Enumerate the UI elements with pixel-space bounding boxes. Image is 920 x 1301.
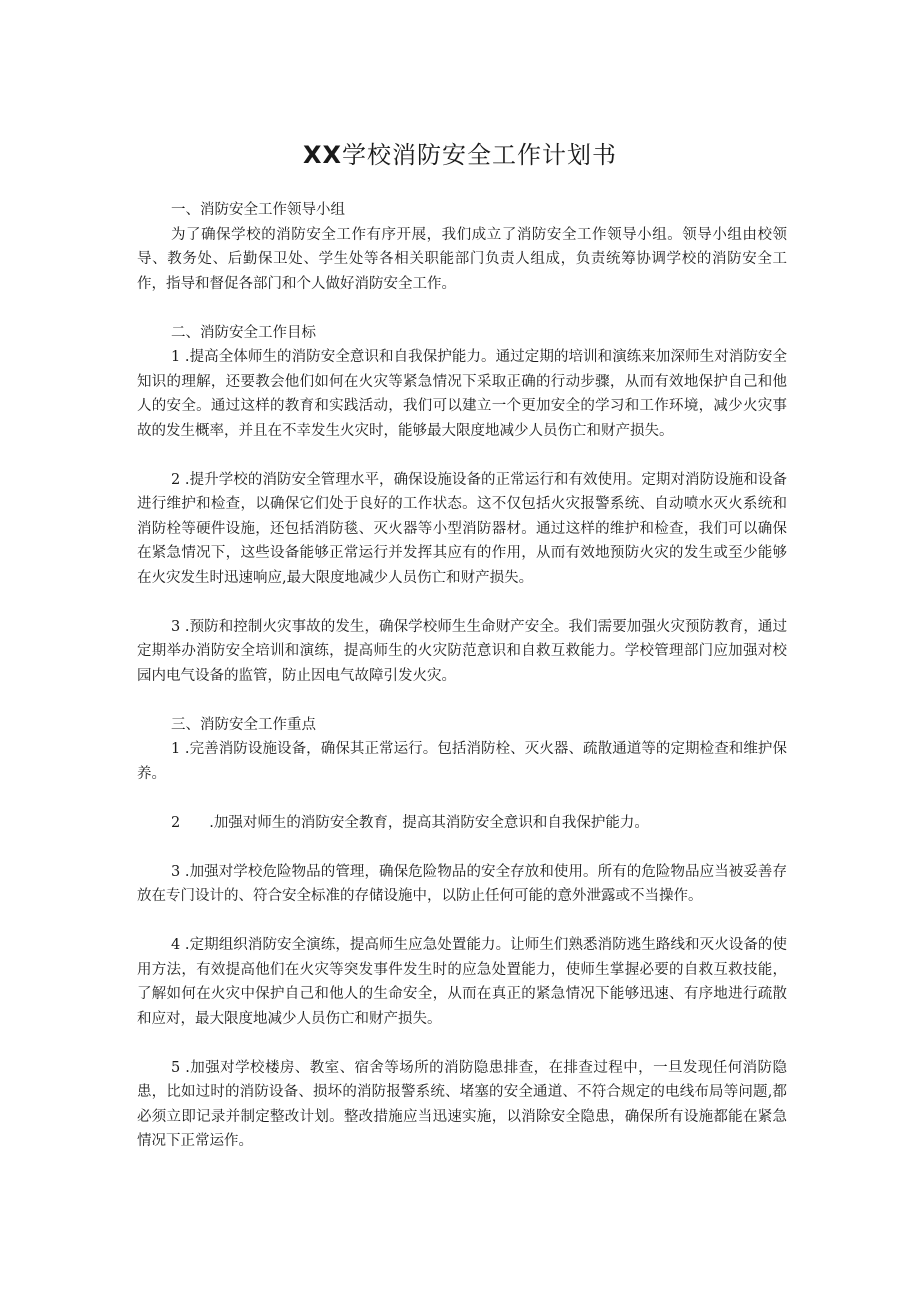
spacer xyxy=(137,443,787,468)
spacer xyxy=(137,688,787,713)
section-heading-leadership: 一、消防安全工作领导小组 xyxy=(171,202,345,218)
paragraph: 1 .完善消防设施设备，确保其正常运行。包括消防栓、灭火器、疏散通道等的定期检查和维护保养。 xyxy=(137,741,787,782)
page-title xyxy=(0,138,920,172)
section-heading-goals: 二、消防安全工作目标 xyxy=(171,324,316,341)
spacer xyxy=(137,909,787,934)
document-body xyxy=(137,198,787,1154)
paragraph: 5 .加强对学校楼房、教室、宿舍等场所的消防隐患排查，在排查过程中，一旦发现任何消防隐患，比如过时的消防设备、损坏的消防报警系统、堵塞的安全通道、不符合规定的电线布局等问题,都必须立即记录并制定整改计划。整改措施应当迅速实施，以消除安全隐患，确保所有设施都能在紧急情况下正常运作。 xyxy=(137,1059,787,1149)
paragraph: 2 .提升学校的消防安全管理水平，确保设施设备的正常运行和有效使用。定期对消防设施和设备进行维护和检查，以确保它们处于良好的工作状态。这不仅包括火灾报警系统、自动喷水灭火系统和消防栓等硬件设施，还包括消防毯、灭火器等小型消防器材。通过这样的维护和检查，我们可以确保在紧急情况下，这些设备能够正常运行并发挥其应有的作用，从而有效地预防火灾的发生或至少能够在火灾发生时迅速响应,最大限度地减少人员伤亡和财产损失。 xyxy=(137,471,787,586)
section-heading-priorities: 三、消防安全工作重点 xyxy=(171,716,316,733)
title-prefix: XX xyxy=(302,141,342,169)
paragraph: 2 .加强对师生的消防安全教育，提高其消防安全意识和自我保护能力。 xyxy=(171,814,649,831)
spacer xyxy=(137,590,787,615)
paragraph: 为了确保学校的消防安全工作有序开展，我们成立了消防安全工作领导小组。领导小组由校领导、教务处、后勤保卫处、学生处等各相关职能部门负责人组成，负责统筹协调学校的消防安全工作，指导和督促各部门和个人做好消防安全工作。 xyxy=(137,226,787,292)
title-text: 学校消防安全工作计划书 xyxy=(342,141,617,169)
spacer xyxy=(137,1031,787,1056)
spacer xyxy=(137,835,787,860)
paragraph: 3 .加强对学校危险物品的管理，确保危险物品的安全存放和使用。所有的危险物品应当被妥善存放在专门设计的、符合安全标准的存储设施中，以防止任何可能的意外泄露或不当操作。 xyxy=(137,863,787,904)
spacer xyxy=(137,786,787,811)
paragraph: 3 .预防和控制火灾事故的发生，确保学校师生生命财产安全。我们需要加强火灾预防教育，通过定期举办消防安全培训和演练，提高师生的火灾防范意识和自救互救能力。学校管理部门应加强对校园内电气设备的监管，防止因电气故障引发火灾。 xyxy=(137,618,787,684)
spacer xyxy=(137,296,787,321)
paragraph: 1 .提高全体师生的消防安全意识和自我保护能力。通过定期的培训和演练来加深师生对消防安全知识的理解，还要教会他们如何在火灾等紧急情况下采取正确的行动步骤，从而有效地保护自己和他人的安全。通过这样的教育和实践活动，我们可以建立一个更加安全的学习和工作环境，减少火灾事故的发生概率，并且在不幸发生火灾时，能够最大限度地减少人员伤亡和财产损失。 xyxy=(137,349,787,439)
paragraph: 4 .定期组织消防安全演练，提高师生应急处置能力。让师生们熟悉消防逃生路线和灭火设备的使用方法，有效提高他们在火灾等突发事件发生时的应急处置能力，使师生掌握必要的自救互救技能，了解如何在火灾中保护自己和他人的生命安全，从而在真正的紧急情况下能够迅速、有序地进行疏散和应对，最大限度地减少人员伤亡和财产损失。 xyxy=(137,937,787,1027)
